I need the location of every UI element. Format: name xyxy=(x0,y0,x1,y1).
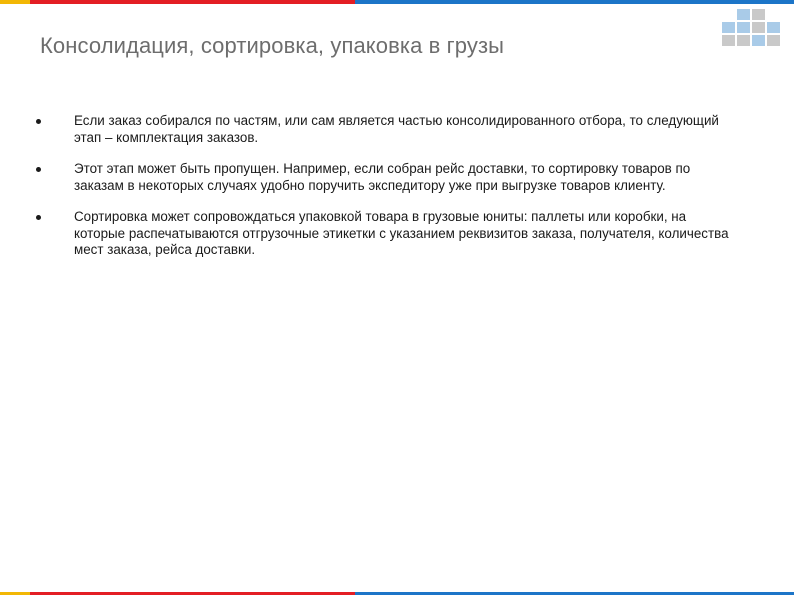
logo-square xyxy=(737,35,750,46)
logo-square xyxy=(737,22,750,33)
logo-square xyxy=(752,22,765,33)
slide-title: Консолидация, сортировка, упаковка в грузы xyxy=(40,33,505,58)
logo-square xyxy=(737,9,750,20)
bullet-dot-icon xyxy=(36,215,41,220)
bullet-list xyxy=(36,113,736,274)
top-accent-bar xyxy=(0,0,794,4)
bullet-item xyxy=(36,113,736,146)
top-bar-blue-segment xyxy=(355,0,794,4)
bullet-text: Сортировка может сопровождаться упаковкой товара в грузовые юниты: паллеты или коробки, на которые распечатываются отгрузочные этикетки с указанием реквизитов заказа, получателя, количества мест заказа, рейса доставки. xyxy=(74,209,729,257)
bullet-dot-icon xyxy=(36,167,41,172)
logo-square xyxy=(722,22,735,33)
logo-square xyxy=(752,35,765,46)
logo-square xyxy=(767,35,780,46)
logo-square xyxy=(752,9,765,20)
bullet-item xyxy=(36,161,736,194)
logo-square xyxy=(767,22,780,33)
bullet-dot-icon xyxy=(36,119,41,124)
bullet-text: Если заказ собирался по частям, или сам является частью консолидированного отбора, то следующий этап – комплектация заказов. xyxy=(74,113,719,145)
bullet-item xyxy=(36,209,736,259)
bullet-text: Этот этап может быть пропущен. Например, если собран рейс доставки, то сортировку товаров по заказам в некоторых случаях удобно поручить экспедитору уже при выгрузке товаров клиенту. xyxy=(74,161,691,193)
logo-square xyxy=(722,35,735,46)
top-bar-red-segment xyxy=(30,0,355,4)
top-bar-yellow-segment xyxy=(0,0,30,4)
logo-squares-icon xyxy=(722,9,782,51)
